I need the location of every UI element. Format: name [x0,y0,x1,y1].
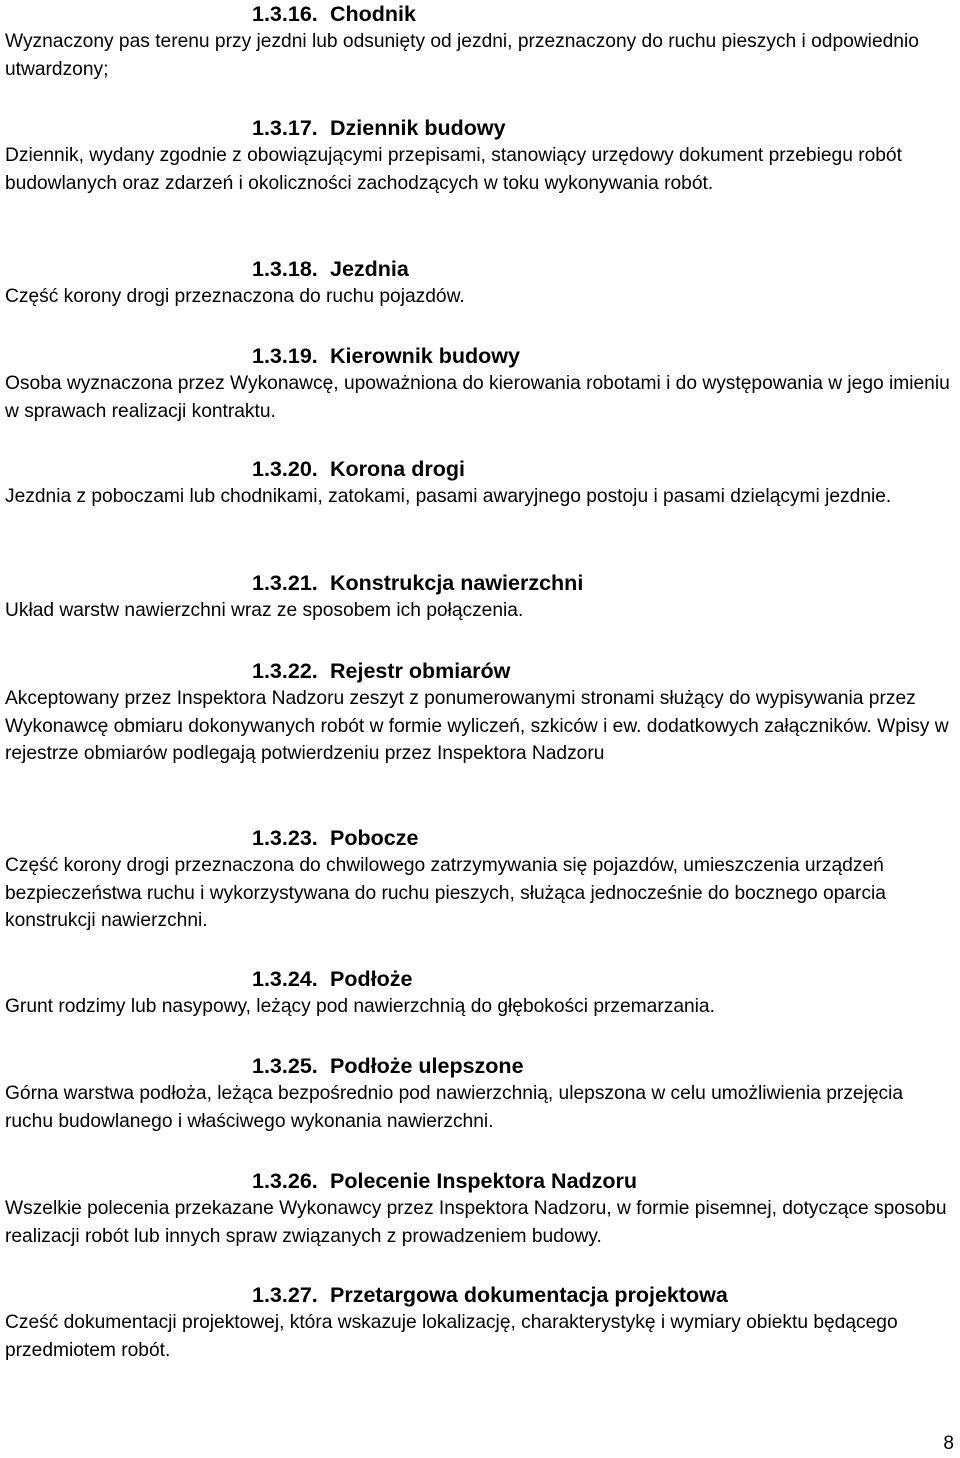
section-1-3-19 [5,342,950,425]
section-text: Akceptowany przez Inspektora Nadzoru zeszyt z ponumerowanymi stronami służący do wypisywania przez Wykonawcę obmiaru dokonywanych robót w formie wyliczeń, szkiców i ew. dodatkowych załączników. Wpisy w rejestrze obmiarów podlegają potwierdzeniu przez Inspektora Nadzoru [5,688,949,764]
section-heading [252,1167,950,1195]
section-heading [252,255,950,283]
section-text: Cześć dokumentacji projektowej, która wskazuje lokalizację, charakterystykę i wymiary obiektu będącego przedmiotem robót. [5,1312,898,1361]
section-text: Grunt rodzimy lub nasypowy, leżący pod nawierzchnią do głębokości przemarzania. [5,996,715,1017]
section-title: Przetargowa dokumentacja projektowa [330,1283,728,1307]
section-heading [252,114,950,142]
section-number: 1.3.22. [252,659,318,683]
section-heading [252,824,950,852]
section-text: Osoba wyznaczona przez Wykonawcę, upoważniona do kierowania robotami i do występowania w jego imieniu w sprawach realizacji kontraktu. [5,373,950,422]
section-1-3-25 [5,1052,950,1135]
section-number: 1.3.16. [252,2,318,26]
section-text: Wszelkie polecenia przekazane Wykonawcy przez Inspektora Nadzoru, w formie pisemnej, dotyczące sposobu realizacji robót lub innych spraw związanych z prowadzeniem budowy. [5,1198,947,1247]
section-text: Dziennik, wydany zgodnie z obowiązującymi przepisami, stanowiący urzędowy dokument przebiegu robót budowlanych oraz zdarzeń i okoliczności zachodzących w toku wykonywania robót. [5,145,902,194]
section-number: 1.3.18. [252,257,318,281]
section-text: Część korony drogi przeznaczona do ruchu pojazdów. [5,286,465,307]
section-number: 1.3.24. [252,967,318,991]
section-title: Podłoże [330,967,413,991]
section-title: Rejestr obmiarów [330,659,511,683]
section-heading [252,342,950,370]
section-number: 1.3.26. [252,1169,318,1193]
section-text: Wyznaczony pas terenu przy jezdni lub odsunięty od jezdni, przeznaczony do ruchu pieszych i odpowiednio utwardzony; [5,31,919,80]
section-1-3-26 [5,1167,950,1250]
section-1-3-20 [5,455,950,511]
section-title: Pobocze [330,826,419,850]
section-heading [252,1052,950,1080]
section-1-3-16 [5,0,950,83]
section-number: 1.3.21. [252,571,318,595]
section-heading [252,569,950,597]
section-number: 1.3.19. [252,344,318,368]
section-text: Część korony drogi przeznaczona do chwilowego zatrzymywania się pojazdów, umieszczenia urządzeń bezpieczeństwa ruchu i wykorzystywana do ruchu pieszych, służąca jednocześnie do bocznego oparcia konstrukcji nawierzchni. [5,855,886,931]
section-heading [252,0,950,28]
section-heading [252,455,950,483]
section-title: Korona drogi [330,457,465,481]
section-1-3-27 [5,1281,950,1364]
section-text: Jezdnia z poboczami lub chodnikami, zatokami, pasami awaryjnego postoju i pasami dzielącymi jezdnie. [5,486,892,507]
section-text: Górna warstwa podłoża, leżąca bezpośrednio pod nawierzchnią, ulepszona w celu umożliwienia przejęcia ruchu budowlanego i właściwego wykonania nawierzchni. [5,1083,904,1132]
section-number: 1.3.20. [252,457,318,481]
section-number: 1.3.17. [252,116,318,140]
section-title: Dziennik budowy [330,116,506,140]
section-number: 1.3.27. [252,1283,318,1307]
section-number: 1.3.23. [252,826,318,850]
section-1-3-17 [5,114,950,197]
section-1-3-22 [5,657,950,768]
section-1-3-21 [5,569,950,625]
page-number: 8 [943,1433,954,1454]
section-title: Podłoże ulepszone [330,1054,524,1078]
section-heading [252,965,950,993]
section-title: Polecenie Inspektora Nadzoru [330,1169,638,1193]
section-heading [252,1281,950,1309]
section-number: 1.3.25. [252,1054,318,1078]
section-heading [252,657,950,685]
section-title: Jezdnia [330,257,409,281]
section-1-3-24 [5,965,950,1021]
section-1-3-23 [5,824,950,935]
section-text: Układ warstw nawierzchni wraz ze sposobem ich połączenia. [5,600,524,621]
section-title: Kierownik budowy [330,344,520,368]
section-title: Konstrukcja nawierzchni [330,571,584,595]
section-1-3-18 [5,255,950,311]
section-title: Chodnik [330,2,416,26]
